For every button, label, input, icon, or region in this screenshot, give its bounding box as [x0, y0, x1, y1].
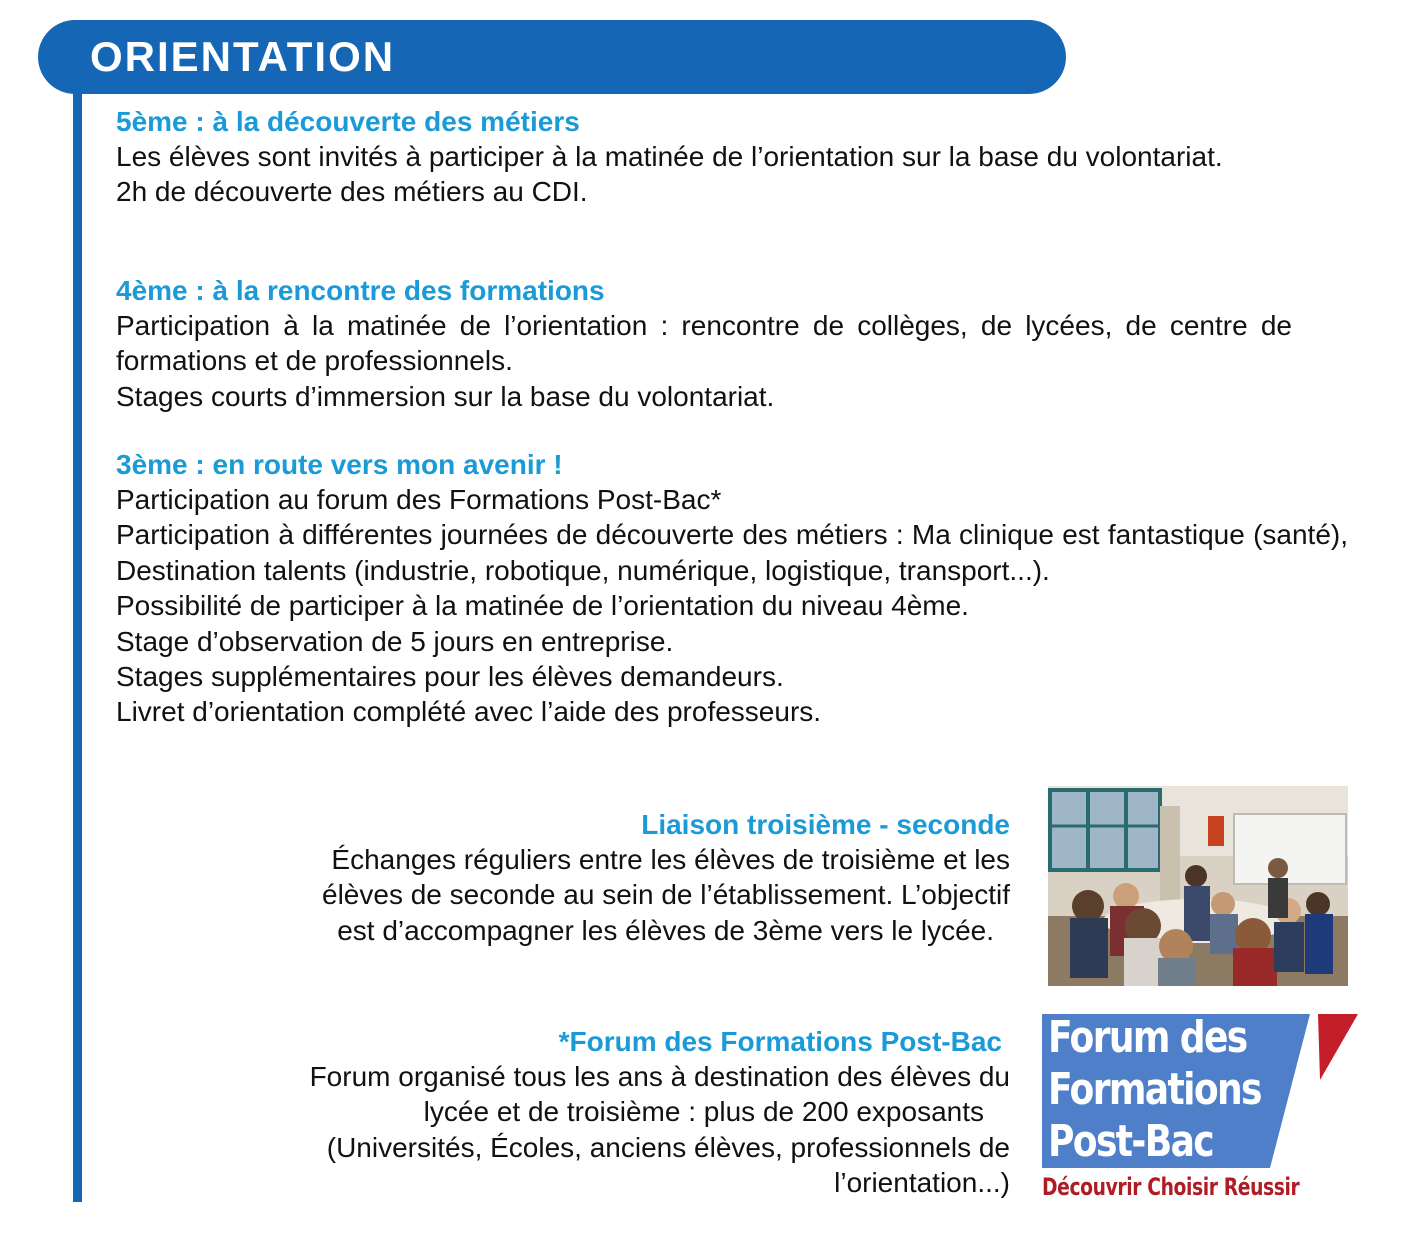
section-line: Participation à la matinée de l’orientation : rencontre de collèges, de lycées, de centre de formations et de professionnels.: [116, 310, 1292, 377]
section-line: Livret d’orientation complété avec l’aide des professeurs.: [116, 696, 822, 728]
section-heading: 4ème : à la rencontre des formations: [116, 275, 605, 306]
section-line: Participation à différentes journées de découverte des métiers : Ma clinique est fantastique (santé), Destination talents (industrie, robotique, numérique, logistique, transport...).: [116, 519, 1348, 586]
liaison-line: élèves de seconde au sein de l’établissement. L’objectif: [322, 879, 1010, 911]
left-vertical-rule: [73, 90, 82, 1202]
liaison-heading: Liaison troisième - seconde: [641, 809, 1010, 840]
logo-title-line: Post-Bac: [1048, 1116, 1214, 1167]
section-line: Stages supplémentaires pour les élèves demandeurs.: [116, 661, 784, 693]
forum-line: l’orientation...): [834, 1167, 1010, 1199]
section-line: Les élèves sont invités à participer à la matinée de l’orientation sur la base du volontariat.: [116, 141, 1223, 172]
forum-block: [200, 1025, 1010, 1201]
logo-title-line: Formations: [1048, 1064, 1261, 1115]
section-line: Participation au forum des Formations Post-Bac*: [116, 484, 722, 515]
section-line: Stages courts d’immersion sur la base du volontariat.: [116, 380, 775, 412]
forum-line: lycée et de troisième : plus de 200 exposants: [423, 1096, 984, 1128]
section-3eme: [116, 448, 1348, 730]
section-5eme: [116, 105, 1296, 210]
section-heading: 5ème : à la découverte des métiers: [116, 106, 580, 137]
liaison-block: [200, 808, 1010, 948]
section-heading: 3ème : en route vers mon avenir !: [116, 449, 563, 480]
liaison-line: Échanges réguliers entre les élèves de troisième et les: [331, 844, 1010, 875]
page-title: ORIENTATION: [90, 33, 396, 80]
forum-line: (Universités, Écoles, anciens élèves, professionnels de: [326, 1131, 1010, 1163]
section-line: Stage d’observation de 5 jours en entreprise.: [116, 625, 674, 657]
forum-heading: *Forum des Formations Post-Bac: [558, 1026, 1002, 1057]
liaison-line: est d’accompagner les élèves de 3ème vers le lycée.: [337, 914, 994, 946]
section-line: 2h de découverte des métiers au CDI.: [116, 176, 588, 208]
section-line: Possibilité de participer à la matinée de l’orientation du niveau 4ème.: [116, 590, 969, 622]
logo-title: [1048, 1012, 1261, 1168]
classroom-photo: [1048, 786, 1348, 986]
section-4eme: [116, 274, 1292, 414]
forum-line: Forum organisé tous les ans à destination des élèves du: [309, 1061, 1010, 1092]
logo-tagline: Découvrir Choisir Réussir: [1042, 1173, 1300, 1201]
logo-title-line: Forum des: [1048, 1012, 1247, 1063]
